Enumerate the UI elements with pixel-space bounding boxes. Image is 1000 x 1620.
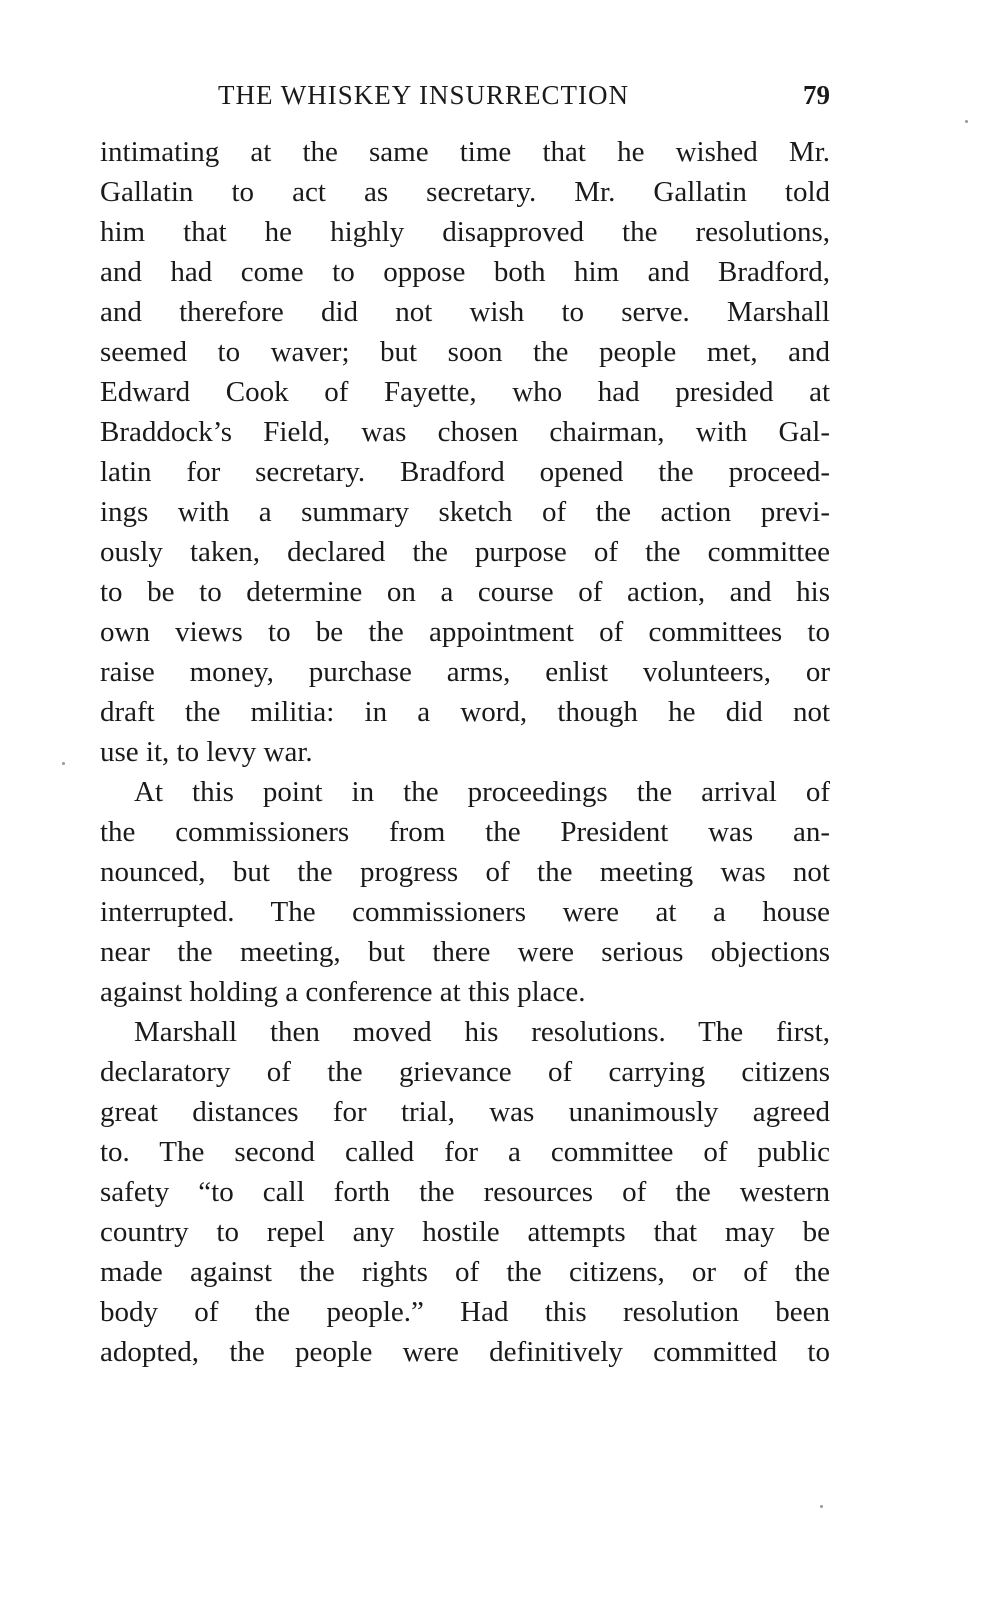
paragraph xyxy=(100,132,830,772)
text-line: near the meeting, but there were serious objections xyxy=(100,936,830,968)
text-line: own views to be the appointment of committees to xyxy=(100,616,830,648)
text-line: Marshall then moved his resolutions. The first, xyxy=(134,1016,830,1048)
text-line: Gallatin to act as secretary. Mr. Gallatin told xyxy=(100,176,830,208)
text-line: ings with a summary sketch of the action previ- xyxy=(100,496,830,528)
text-line: seemed to waver; but soon the people met, and xyxy=(100,336,830,368)
text-line: against holding a conference at this place. xyxy=(100,976,586,1008)
text-line: adopted, the people were definitively committed to xyxy=(100,1336,830,1368)
text-line: to be to determine on a course of action, and his xyxy=(100,576,830,608)
text-line: and therefore did not wish to serve. Marshall xyxy=(100,296,830,328)
text-line: raise money, purchase arms, enlist volunteers, or xyxy=(100,656,830,688)
text-line: nounced, but the progress of the meeting was not xyxy=(100,856,830,888)
text-line: At this point in the proceedings the arrival of xyxy=(134,776,830,808)
paragraph xyxy=(100,772,830,1012)
text-line: and had come to oppose both him and Bradford, xyxy=(100,256,830,288)
paragraph xyxy=(100,1012,830,1372)
text-line: him that he highly disapproved the resolutions, xyxy=(100,216,830,248)
text-line: safety “to call forth the resources of the western xyxy=(100,1176,830,1208)
text-line: Braddock’s Field, was chosen chairman, with Gal- xyxy=(100,416,830,448)
body-text xyxy=(100,132,830,1372)
running-head xyxy=(100,80,830,120)
text-line: intimating at the same time that he wished Mr. xyxy=(100,136,830,168)
text-line: to. The second called for a committee of public xyxy=(100,1136,830,1168)
text-line: the commissioners from the President was an- xyxy=(100,816,830,848)
running-title: THE WHISKEY INSURRECTION xyxy=(218,80,629,110)
page-number: 79 xyxy=(803,80,830,110)
text-line: ously taken, declared the purpose of the committee xyxy=(100,536,830,568)
scan-speck xyxy=(62,762,65,765)
scan-speck xyxy=(965,120,968,123)
text-line: draft the militia: in a word, though he did not xyxy=(100,696,830,728)
text-line: Edward Cook of Fayette, who had presided at xyxy=(100,376,830,408)
text-line: country to repel any hostile attempts that may be xyxy=(100,1216,830,1248)
scan-speck xyxy=(820,1505,823,1508)
text-line: latin for secretary. Bradford opened the proceed- xyxy=(100,456,830,488)
text-line: declaratory of the grievance of carrying citizens xyxy=(100,1056,830,1088)
text-line: made against the rights of the citizens, or of the xyxy=(100,1256,830,1288)
text-line: body of the people.” Had this resolution been xyxy=(100,1296,830,1328)
text-line: interrupted. The commissioners were at a house xyxy=(100,896,830,928)
text-line: use it, to levy war. xyxy=(100,736,313,768)
text-line: great distances for trial, was unanimously agreed xyxy=(100,1096,830,1128)
